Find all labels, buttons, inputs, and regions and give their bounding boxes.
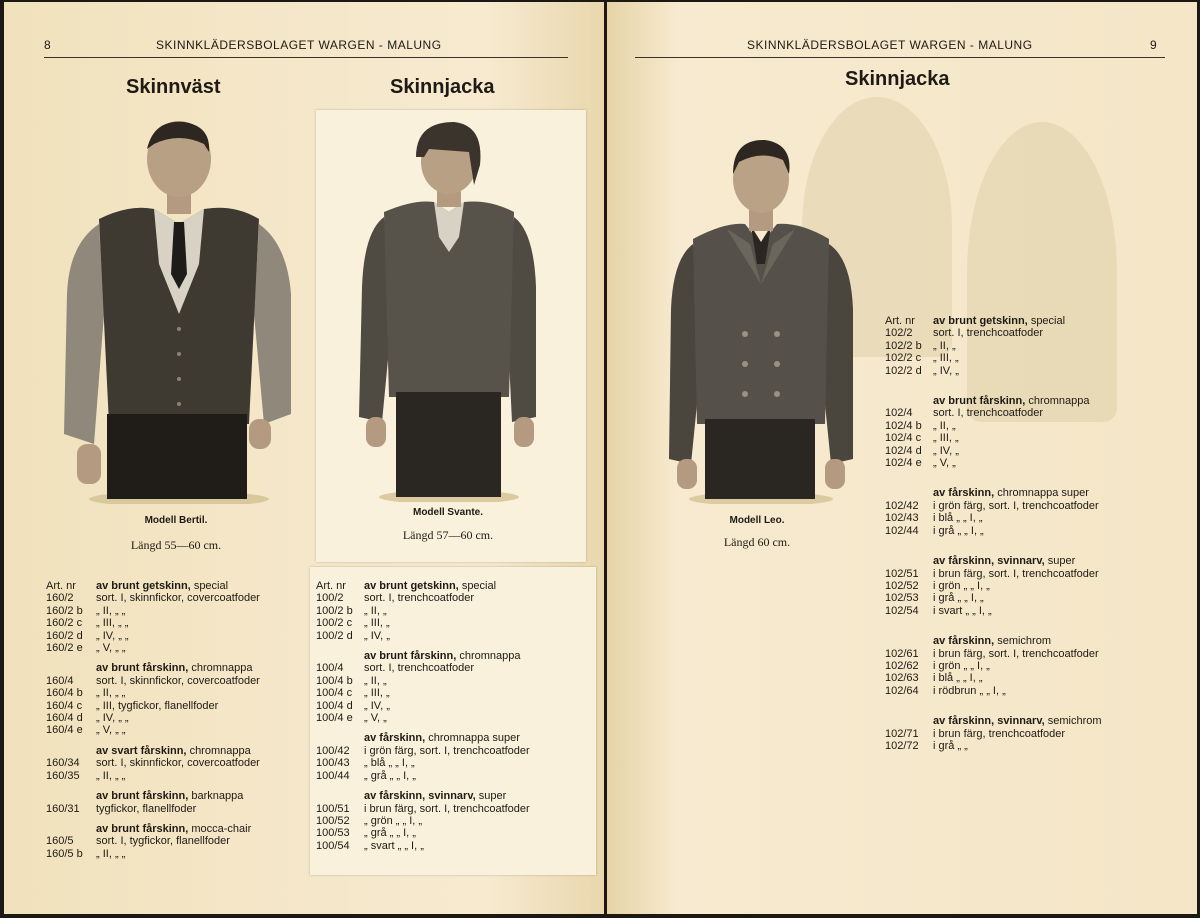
svante-col-header: Art. nr [316, 580, 346, 592]
leo-group-6-sub: semichrom [1047, 715, 1102, 728]
svante-group-3-sub: chromnappa super [428, 732, 520, 745]
svante-title: Skinnjacka [390, 76, 495, 98]
bertil-group-1-sub: special [193, 580, 229, 592]
svante-art-no: 100/51 [316, 802, 350, 815]
right-page-number: 9 [1150, 38, 1158, 52]
leo-group-5-sub: semichrom [997, 635, 1051, 648]
bertil-group-5-title: av brunt fårskinn, [96, 822, 189, 835]
bertil-desc: „ II, „ „ [96, 769, 126, 782]
svante-desc: „ svart „ „ I, „ [364, 839, 424, 852]
leo-desc: „ IV, „ [933, 444, 959, 457]
svante-photo [354, 117, 544, 502]
svante-group-4-title: av fårskinn, svinnarv, [364, 790, 476, 803]
leo-art-no: 102/4 e [885, 457, 922, 470]
bertil-group-3-title: av svart fårskinn, [96, 744, 187, 757]
leo-art-no: 102/44 [885, 524, 919, 537]
bertil-art-no: 160/4 [46, 674, 74, 687]
svante-art-no: 100/2 c [316, 617, 353, 630]
leo-art-no: 102/4 c [885, 432, 922, 445]
leo-art-no: 102/72 [885, 739, 919, 752]
bertil-art-no: 160/5 b [46, 847, 83, 860]
leo-group-4-sub: super [1047, 555, 1076, 568]
left-header-rule [44, 57, 568, 58]
bertil-group-4-title: av brunt fårskinn, [96, 790, 189, 803]
svante-art-no: 100/44 [316, 769, 350, 782]
svante-art-no: 100/4 [316, 662, 344, 675]
leo-group-4-title: av fårskinn, svinnarv, [933, 555, 1045, 568]
leo-art-no: 102/52 [885, 579, 919, 592]
bertil-art-no: 160/4 c [46, 699, 83, 712]
bertil-art-no: 160/4 d [46, 712, 83, 725]
leo-desc: i brun färg, sort. I, trenchcoatfoder [933, 567, 1099, 580]
leo-desc: i grå „ „ I, „ [933, 592, 984, 605]
bertil-desc: „ III, „ „ [96, 617, 129, 630]
leo-desc: „ IV, „ [933, 364, 959, 377]
svante-desc: i brun färg, sort. I, trenchcoatfoder [364, 802, 530, 815]
leo-photo [665, 134, 857, 504]
svante-art-no: 100/52 [316, 814, 350, 827]
svante-desc: „ grå „ „ I, „ [364, 769, 416, 782]
leo-art-no: 102/54 [885, 604, 919, 617]
svante-length: Längd 57—60 cm. [402, 528, 494, 542]
svante-group-1-title: av brunt getskinn, [364, 580, 459, 592]
leo-group-2-title: av brunt fårskinn, [933, 395, 1026, 408]
bertil-col-header: Art. nr [46, 580, 76, 592]
leo-length: Längd 60 cm. [723, 535, 791, 549]
leo-desc: „ II, „ [933, 419, 956, 432]
bertil-desc: „ II, „ „ [96, 604, 126, 617]
left-page-number: 8 [44, 38, 52, 52]
svante-art-no: 100/54 [316, 839, 350, 852]
leo-group-1-title: av brunt getskinn, [933, 315, 1028, 327]
leo-article-table [885, 315, 1175, 752]
bertil-group-2-title: av brunt fårskinn, [96, 662, 189, 675]
leo-desc: „ V, „ [933, 457, 956, 470]
leo-caption: Modell Leo. [729, 515, 785, 526]
right-header-rule [635, 57, 1165, 58]
leo-art-no: 102/2 b [885, 339, 922, 352]
bertil-title: Skinnväst [126, 76, 221, 98]
svante-group-2-sub: chromnappa [459, 650, 521, 663]
svante-desc: „ II, „ [364, 604, 387, 617]
leo-art-no: 102/61 [885, 647, 919, 660]
bertil-desc: tygfickor, flanellfoder [96, 802, 197, 815]
svante-group-4-sub: super [478, 790, 507, 803]
bertil-art-no: 160/2 b [46, 604, 83, 617]
svante-group-2-title: av brunt fårskinn, [364, 650, 457, 663]
leo-art-no: 102/2 d [885, 364, 922, 377]
bertil-art-no: 160/5 [46, 835, 74, 848]
svante-desc: „ II, „ [364, 674, 387, 687]
bertil-desc: sort. I, skinnfickor, covercoatfoder [96, 592, 260, 605]
leo-desc: „ II, „ [933, 339, 956, 352]
leo-group-3-title: av fårskinn, [933, 487, 995, 500]
leo-desc: sort. I, trenchcoatfoder [933, 407, 1044, 420]
leo-desc: i svart „ „ I, „ [933, 604, 992, 617]
svante-desc: „ grå „ „ I, „ [364, 827, 416, 840]
leo-art-no: 102/4 d [885, 444, 922, 457]
leo-art-no: 102/63 [885, 672, 919, 685]
bertil-desc: „ II, „ „ [96, 687, 126, 700]
bertil-desc: „ IV, „ „ [96, 712, 129, 725]
bertil-art-no: 160/4 e [46, 724, 83, 737]
bertil-desc: „ III, tygfickor, flanellfoder [96, 699, 219, 712]
leo-desc: i brun färg, trenchcoatfoder [933, 727, 1066, 740]
leo-desc: i grön „ „ I, „ [933, 659, 990, 672]
bertil-length: Längd 55—60 cm. [130, 538, 222, 552]
leo-art-no: 102/2 c [885, 352, 922, 365]
svante-art-no: 100/53 [316, 827, 350, 840]
svante-desc: „ grön „ „ I, „ [364, 814, 423, 827]
leo-desc: i rödbrun „ „ I, „ [933, 684, 1006, 697]
svante-art-no: 100/4 b [316, 674, 353, 687]
leo-group-1-sub: special [1030, 315, 1066, 327]
right-page [607, 2, 1197, 914]
svante-desc: i grön färg, sort. I, trenchcoatfoder [364, 744, 530, 757]
leo-desc: i blå „ „ I, „ [933, 512, 983, 525]
svante-art-no: 100/42 [316, 744, 350, 757]
svante-art-no: 100/4 c [316, 687, 353, 700]
svante-desc: „ III, „ [364, 617, 390, 630]
svante-art-no: 100/2 b [316, 604, 353, 617]
bertil-desc: „ II, „ „ [96, 847, 126, 860]
bertil-group-3-sub: chromnappa [189, 744, 251, 757]
leo-art-no: 102/4 [885, 407, 913, 420]
svante-article-table [316, 580, 591, 852]
leo-art-no: 102/4 b [885, 419, 922, 432]
svante-art-no: 100/4 d [316, 699, 353, 712]
bertil-photo [59, 114, 299, 504]
bertil-group-5-sub: mocca-chair [191, 822, 252, 835]
leo-desc: i grå „ „ I, „ [933, 524, 984, 537]
leo-group-6-title: av fårskinn, svinnarv, [933, 715, 1045, 728]
svante-art-no: 100/4 e [316, 712, 353, 725]
leo-desc: i grå „ „ [933, 739, 968, 752]
leo-art-no: 102/71 [885, 727, 919, 740]
bertil-desc: „ V, „ „ [96, 642, 126, 655]
leo-art-no: 102/62 [885, 659, 919, 672]
leo-art-no: 102/64 [885, 684, 919, 697]
bertil-art-no: 160/34 [46, 757, 80, 770]
bertil-group-4-sub: barknappa [191, 790, 244, 803]
leo-desc: „ III, „ [933, 432, 959, 445]
bertil-caption: Modell Bertil. [144, 515, 208, 526]
bertil-article-table [46, 580, 306, 860]
bertil-group-1-title: av brunt getskinn, [96, 580, 191, 592]
svante-desc: „ III, „ [364, 687, 390, 700]
leo-art-no: 102/51 [885, 567, 919, 580]
bertil-art-no: 160/35 [46, 769, 80, 782]
bertil-desc: sort. I, skinnfickor, covercoatfoder [96, 674, 260, 687]
leo-desc: sort. I, trenchcoatfoder [933, 327, 1044, 340]
left-page [4, 2, 604, 914]
svante-desc: „ blå „ „ I, „ [364, 757, 415, 770]
leo-desc: i grön färg, sort. I, trenchcoatfoder [933, 499, 1099, 512]
leo-art-no: 102/43 [885, 512, 919, 525]
svante-desc: „ V, „ [364, 712, 387, 725]
leo-desc: i grön „ „ I, „ [933, 579, 990, 592]
leo-group-2-sub: chromnappa [1028, 395, 1090, 408]
svante-desc: „ IV, „ [364, 629, 390, 642]
bertil-art-no: 160/2 d [46, 629, 83, 642]
bertil-art-no: 160/2 c [46, 617, 83, 630]
leo-art-no: 102/2 [885, 327, 913, 340]
svante-group-1-sub: special [461, 580, 497, 592]
leo-title: Skinnjacka [845, 68, 950, 90]
leo-group-5-title: av fårskinn, [933, 635, 995, 648]
svante-art-no: 100/2 d [316, 629, 353, 642]
bertil-art-no: 160/4 b [46, 687, 83, 700]
bertil-desc: „ V, „ „ [96, 724, 126, 737]
leo-group-3-sub: chromnappa super [997, 487, 1089, 500]
bertil-art-no: 160/2 [46, 592, 74, 605]
leo-desc: i blå „ „ I, „ [933, 672, 983, 685]
bertil-art-no: 160/31 [46, 802, 80, 815]
svante-desc: sort. I, trenchcoatfoder [364, 592, 475, 605]
bertil-desc: sort. I, tygfickor, flanellfoder [96, 835, 230, 848]
bertil-desc: sort. I, skinnfickor, covercoatfoder [96, 757, 260, 770]
svante-desc: sort. I, trenchcoatfoder [364, 662, 475, 675]
svante-caption: Modell Svante. [412, 507, 483, 518]
bertil-group-2-sub: chromnappa [191, 662, 253, 675]
bertil-desc: „ IV, „ „ [96, 629, 129, 642]
left-running-title: SKINNKLÄDERSBOLAGET WARGEN - MALUNG [156, 38, 442, 52]
svante-group-3-title: av fårskinn, [364, 732, 426, 745]
right-running-title: SKINNKLÄDERSBOLAGET WARGEN - MALUNG [747, 38, 1033, 52]
leo-desc: i brun färg, sort. I, trenchcoatfoder [933, 647, 1099, 660]
leo-art-no: 102/42 [885, 499, 919, 512]
leo-art-no: 102/53 [885, 592, 919, 605]
bertil-art-no: 160/2 e [46, 642, 83, 655]
leo-col-header: Art. nr [885, 315, 915, 327]
svante-art-no: 100/2 [316, 592, 344, 605]
svante-desc: „ IV, „ [364, 699, 390, 712]
svante-art-no: 100/43 [316, 757, 350, 770]
leo-desc: „ III, „ [933, 352, 959, 365]
